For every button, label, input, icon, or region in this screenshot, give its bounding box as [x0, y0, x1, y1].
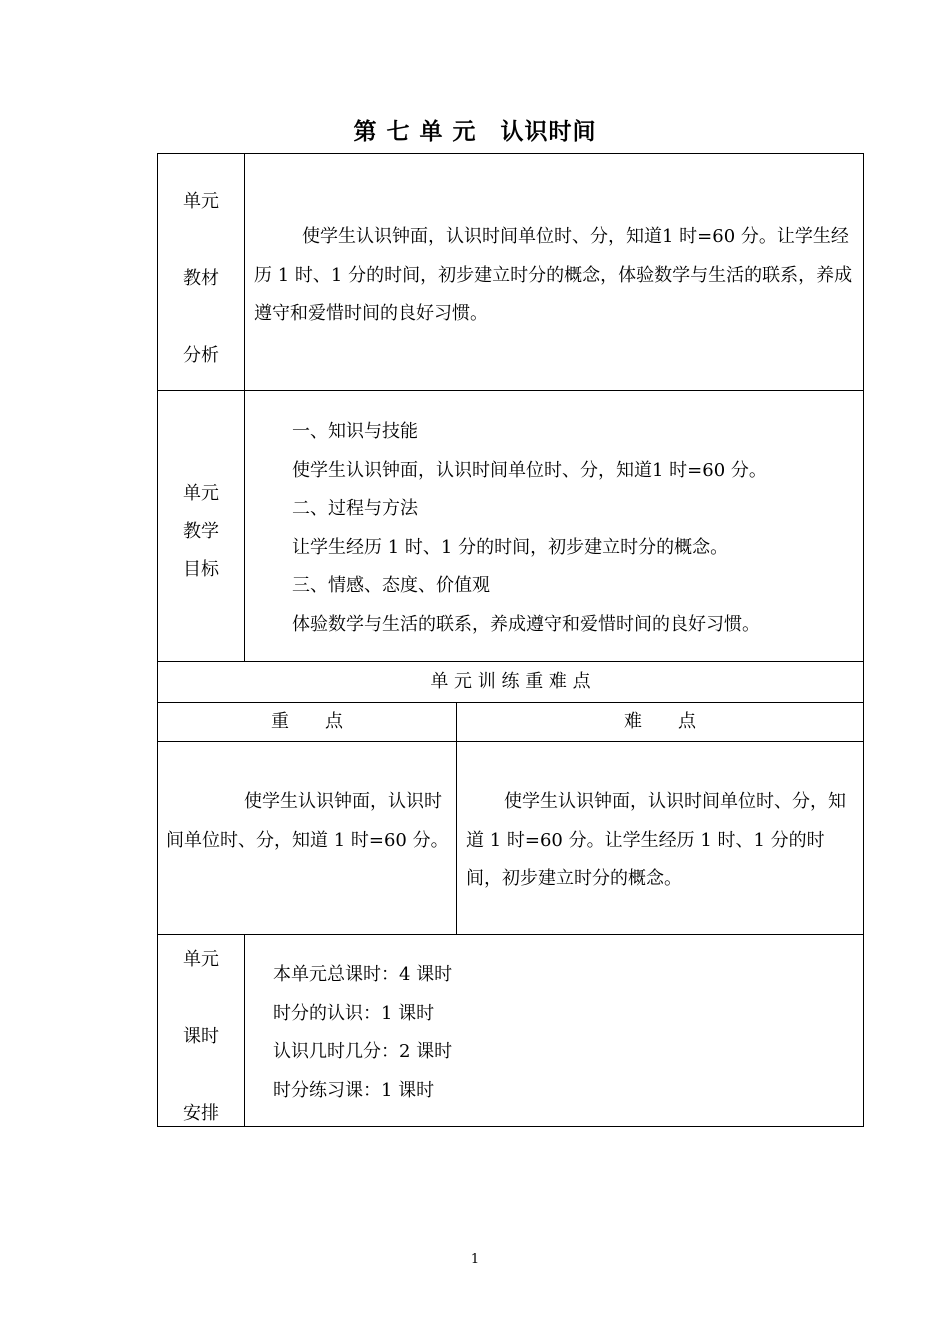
difficult-text: 使学生认识钟面，认识时间单位时、分，知道 1 时=60 分。让学生经历 1 时、1 分的时间，初步建立时分的概念。: [466, 791, 846, 889]
schedule-list: [273, 956, 853, 1110]
goal-line: 让学生经历 1 时、1 分的时间，初步建立时分的概念。: [292, 536, 729, 558]
goal-line: 体验数学与生活的联系，养成遵守和爱惜时间的良好习惯。: [292, 613, 760, 635]
goal-line: 使学生认识钟面，认识时间单位时、分，知道1 时=60 分。: [292, 459, 767, 481]
goal-line: 二、过程与方法: [292, 498, 418, 519]
goals-label: 单元 教学 目标: [183, 483, 219, 580]
schedule-line: 认识几时几分：2 课时: [273, 1041, 453, 1062]
analysis-label: 单元 教材 分析: [183, 191, 219, 366]
schedule-line: 本单元总课时：4 课时: [273, 964, 453, 985]
keypoints-header: 单 元 训 练 重 难 点: [430, 671, 591, 692]
goals-list: [292, 413, 857, 644]
schedule-line: 时分的认识：1 课时: [273, 1002, 435, 1024]
key-text: 使学生认识钟面，认识时间单位时、分，知道 1 时=60 分。: [166, 791, 449, 851]
goal-line: 一、知识与技能: [292, 421, 418, 442]
schedule-line: 时分练习课：1 课时: [273, 1079, 435, 1101]
goal-line: 三、情感、态度、价值观: [292, 575, 490, 596]
page-number: 1: [470, 1252, 480, 1267]
key-label: 重 点: [271, 711, 343, 732]
analysis-text: 使学生认识钟面，认识时间单位时、分，知道1 时=60 分。让学生经历 1 时、1 分的时间，初步建立时分的概念，体验数学与生活的联系，养成遵守和爱惜时间的良好习惯。: [254, 226, 853, 324]
page-title: 第 七 单 元 认识时间: [353, 119, 597, 145]
difficult-label: 难 点: [624, 711, 696, 732]
schedule-label: 单元 课时 安排: [183, 949, 219, 1124]
